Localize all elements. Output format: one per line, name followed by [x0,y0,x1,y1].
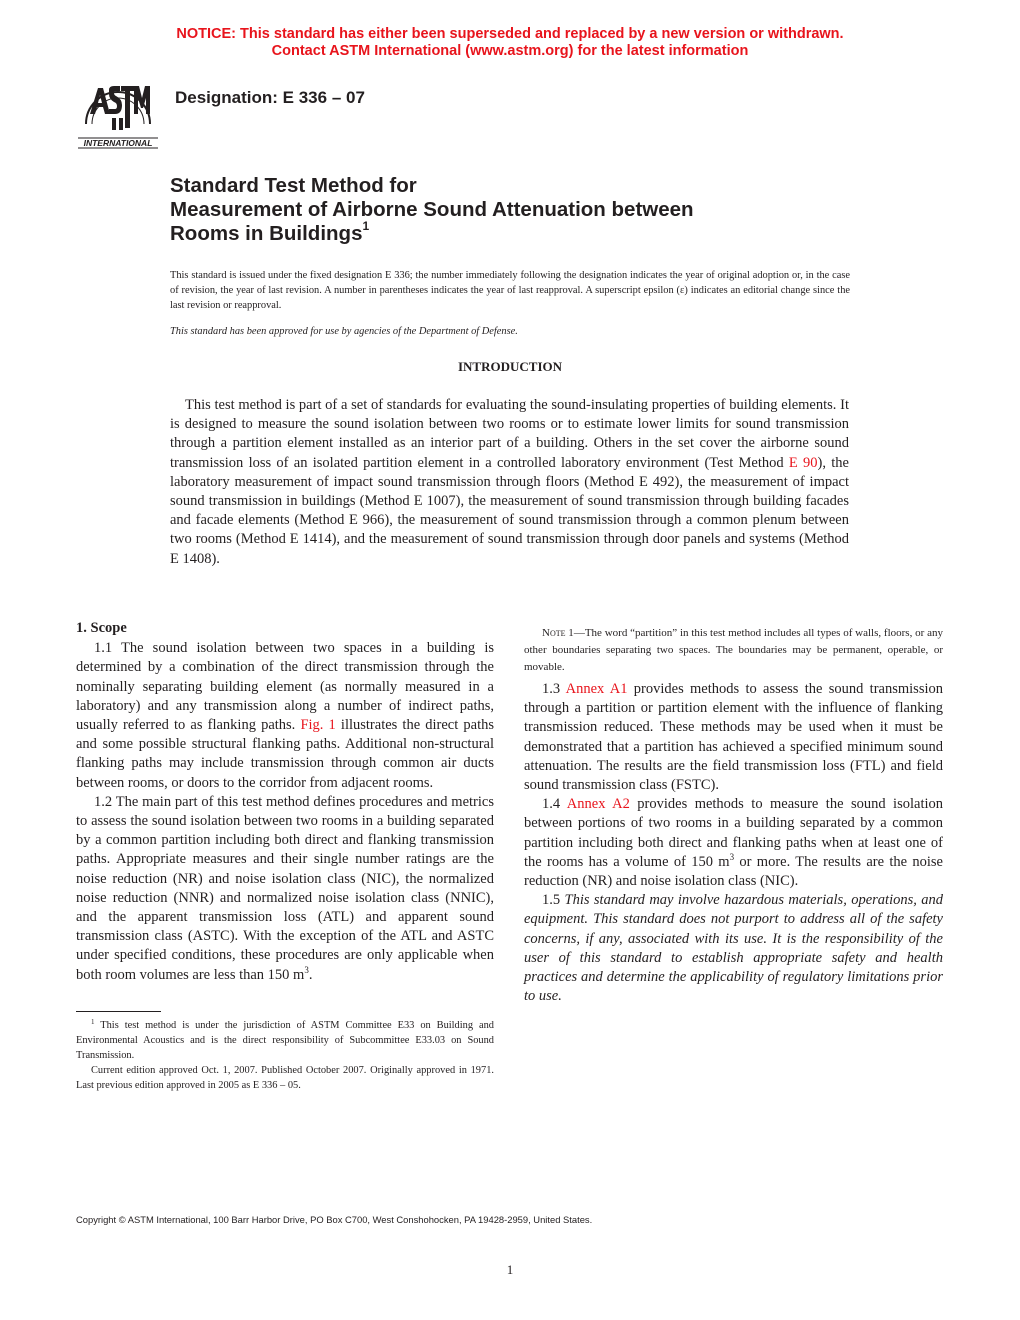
designation: Designation: E 336 – 07 [175,88,365,107]
scope-heading: 1. Scope [76,620,127,636]
footnotes [76,1018,494,1093]
dod-approval-note: This standard has been approved for use by agencies of the Department of Defense. [170,326,518,337]
note-1: Note 1—The word “partition” in this test method includes all types of walls, floors, or any other boundaries separating two spaces. The boundaries may be permanent, operable, or movable. [524,627,943,673]
section-1-5: 1.5 This standard may involve hazardous materials, operations, and equipment. This standard does not purport to address all of the safety concerns, if any, associated with its use. It is the responsibility of the user of this standard to establish appropriate safety and health practices and determine the applicability of regulatory limitations prior to use. [524,892,944,1005]
safety-caveat: This standard may involve hazardous materials, operations, and equipment. This standard does not purport to address all of the safety concerns, if any, associated with its use. It is the responsibility of the user of this standard to establish appropriate safety and health practices and determine the applicability of regulatory limitations prior to use. [524,892,944,1005]
page-number: 1 [506,1262,514,1277]
astm-logo [76,74,160,150]
left-column [76,619,494,985]
section-1-4: 1.4 Annex A2 provides methods to measure the sound isolation between portions of two rooms in a building separated by a common partition including both direct and flanking paths when at least one of the rooms has a volume of 150 $m^3$ or more. The results are the noise reduction (NR) and noise isolation class (NIC). [524,796,943,890]
introduction-text: This test method is part of a set of standards for evaluating the sound-insulating properties of building elements. It is designed to measure the sound isolation between two rooms or to estimate lower limits for sound transmission through a partition element installed as an interior part of a building. Others in the set cover the airborne sound transmission loss of an isolated partition element in a controlled laboratory environment (Test Method E 90), the laboratory measurement of impact sound transmission through floors (Method E 492), the measurement of impact sound transmission in buildings (Method E 1007), the measurement of sound transmission through building facades and facade elements (Method E 966), the measurement of sound transmission through a common plenum between two rooms (Method E 1414), and the measurement of sound transmission through door panels and systems (Method E 1408). [170,397,849,567]
copyright-line: Copyright © ASTM International, 100 Barr Harbor Drive, PO Box C700, West Conshohocken, PA 19428-2959, United States. [76,1214,593,1225]
title-line-1: Standard Test Method for [170,174,417,197]
link-annex-a1[interactable]: Annex A1 [565,681,628,697]
link-fig-1[interactable]: Fig. 1 [300,717,336,734]
astm-logo-icon [76,74,160,150]
superseded-notice [0,26,1020,60]
standard-title [170,174,850,246]
footnote-rule [76,1011,161,1012]
note-label: Note 1 [542,627,574,639]
section-1-2: 1.2 The main part of this test method defines procedures and metrics to assess the sound isolation between two rooms in a building separated by a common partition including both direct and flanking transmission paths. Appropriate measures and their single number ratings are the noise reduction (NR) and noise isolation class (NIC), the normalized noise reduction (NNR) and normalized noise isolation class (NNIC), and the apparent transmission loss (ATL) and apparent sound transmission class (ASTC). With the exception of the ATL and ASTC under specified conditions, these procedures are only applicable when both room volumes are less than 150 $m^3$. [76,793,494,983]
introduction-heading: INTRODUCTION [457,359,562,374]
link-e90[interactable]: E 90 [788,454,818,471]
footnote-edition: Current edition approved Oct. 1, 2007. Published October 2007. Originally approved in 1971. Last previous edition approved in 2005 as E 336 – 05. [76,1065,494,1091]
title-footnote-mark: 1 [362,219,370,233]
footnote-1: $^1$ This test method is under the jurisdiction of ASTM Committee E33 on Building and Environmental Acoustics and is the direct responsibility of Subcommittee E33.03 on Sound Transmission. [76,1018,494,1061]
title-line-3: Rooms in Buildings$^1$ [170,219,370,245]
issuance-statement: This standard is issued under the fixed designation E 336; the number immediately following the designation indicates the year of original adoption or, in the case of revision, the year of last revision. A number in parentheses indicates the year of last reapproval. A superscript epsilon (ε) indicates an editorial change since the last revision or reapproval. [170,270,850,312]
title-line-2: Measurement of Airborne Sound Attenuation between [170,198,694,221]
section-1-3: 1.3 Annex A1 provides methods to assess the sound transmission through a partition or partition element with the influence of flanking transmission reduced. These methods may be used when it must be demonstrated that a partition has achieved a specified minimum sound attenuation. The results are the field transmission loss (FTL) and field sound transmission class (FSTC). [524,681,943,794]
notice-line-2: Contact ASTM International (www.astm.org) for the latest information [271,43,749,59]
link-annex-a2[interactable]: Annex A2 [566,796,630,813]
section-1-1: 1.1 The sound isolation between two spaces in a building is determined by a combination of the direct transmission through the nominally separating building element (as normally measured in a laboratory) and any transmission along a number of indirect paths, usually referred to as flanking paths. Fig. 1 illustrates the direct paths and some possible structural flanking paths. Additional non-structural flanking paths may include transmission through common air ducts between rooms, or doors to the corridor from adjacent rooms. [76,640,495,791]
right-column [524,619,943,1006]
logo-caption: INTERNATIONAL [83,138,153,148]
notice-line-1: NOTICE: This standard has either been superseded and replaced by a new version or withdrawn. [176,26,844,42]
